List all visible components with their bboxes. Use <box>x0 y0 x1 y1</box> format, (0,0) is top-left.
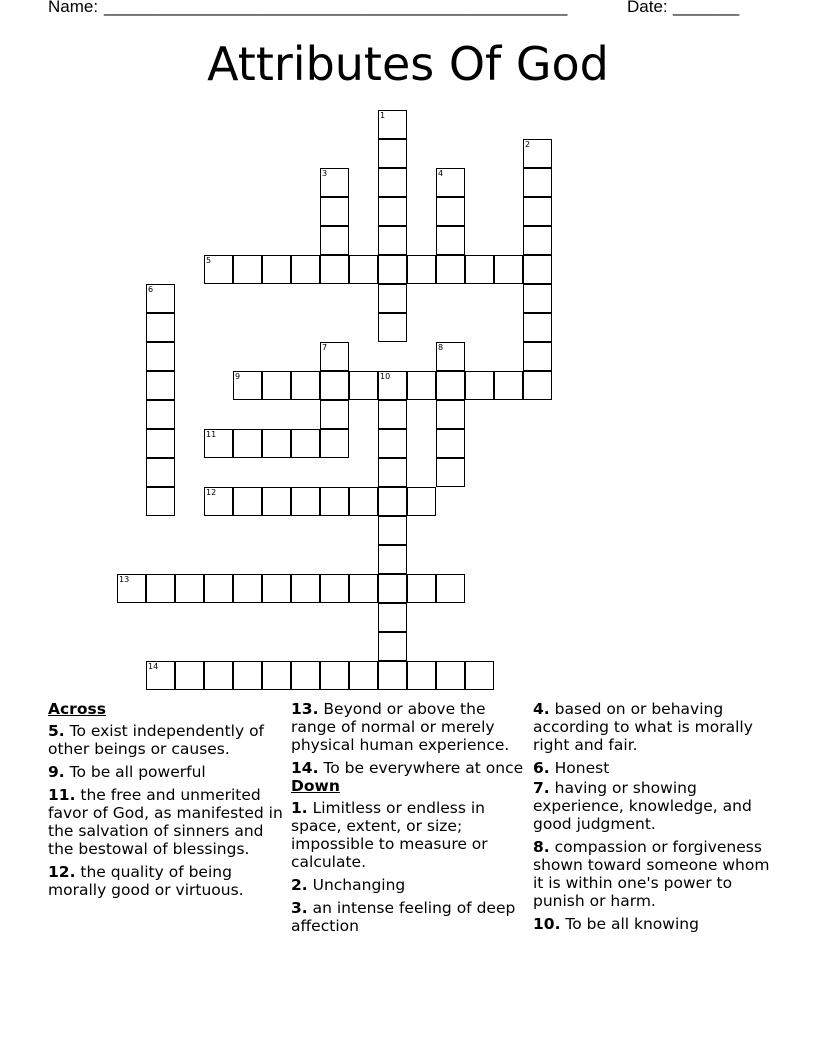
grid-cell[interactable] <box>320 574 349 603</box>
grid-cell[interactable] <box>407 661 436 690</box>
grid-cell[interactable] <box>436 255 465 284</box>
grid-cell[interactable] <box>465 661 494 690</box>
date-line[interactable]: _______ <box>673 0 740 16</box>
clue-down-1 <box>291 799 527 871</box>
clue-down-4 <box>533 700 773 754</box>
grid-cell[interactable] <box>291 574 320 603</box>
clue-number-label: 14 <box>148 662 159 671</box>
clue-number-label: 7 <box>322 343 328 352</box>
clue-across-14 <box>291 759 527 777</box>
grid-cell[interactable] <box>523 342 552 371</box>
grid-cell[interactable] <box>320 371 349 400</box>
clue-number-label: 2 <box>525 140 531 149</box>
grid-cell[interactable] <box>291 429 320 458</box>
grid-cell[interactable] <box>436 371 465 400</box>
clue-number: 2. <box>291 876 308 894</box>
grid-cell[interactable] <box>146 313 175 342</box>
clue-text: Honest <box>549 759 610 777</box>
puzzle-title: Attributes Of God <box>207 37 609 91</box>
grid-cell[interactable] <box>523 255 552 284</box>
grid-cell[interactable] <box>233 255 262 284</box>
grid-cell[interactable] <box>378 516 407 545</box>
clue-text: Limitless or endless in space, extent, or size; impossible to measure or calculate. <box>291 799 488 871</box>
grid-cell[interactable] <box>378 429 407 458</box>
grid-cell[interactable] <box>378 545 407 574</box>
grid-cell[interactable] <box>291 371 320 400</box>
grid-cell[interactable] <box>320 661 349 690</box>
grid-cell[interactable] <box>407 255 436 284</box>
clue-number-label: 13 <box>119 575 130 584</box>
clue-across-5 <box>48 722 284 758</box>
clue-number-label: 3 <box>322 169 328 178</box>
grid-cell[interactable] <box>378 400 407 429</box>
grid-cell[interactable] <box>146 574 175 603</box>
grid-cell[interactable] <box>262 661 291 690</box>
clue-number-label: 5 <box>206 256 212 265</box>
grid-cell[interactable] <box>378 487 407 516</box>
clue-down-7 <box>533 779 773 833</box>
down-heading: Down <box>291 777 340 795</box>
grid-cell[interactable] <box>523 371 552 400</box>
grid-cell[interactable] <box>378 574 407 603</box>
grid-cell[interactable] <box>407 574 436 603</box>
clue-text: Unchanging <box>307 876 406 894</box>
clue-number: 3. <box>291 899 308 917</box>
clue-text: compassion or forgiveness shown toward someone whom it is within one's power to punish or harm. <box>533 838 770 910</box>
grid-cell[interactable] <box>349 371 378 400</box>
clue-number-label: 4 <box>438 169 444 178</box>
clue-text: Beyond or above the range of normal or merely physical human experience. <box>291 700 510 754</box>
grid-cell[interactable] <box>407 487 436 516</box>
clue-number: 8. <box>533 838 550 856</box>
grid-cell[interactable] <box>320 226 349 255</box>
clue-text: the free and unmerited favor of God, as manifested in the salvation of sinners and the bestowal of blessings. <box>48 786 283 858</box>
clues-column-3 <box>533 700 773 938</box>
clue-text: an intense feeling of deep affection <box>291 899 516 935</box>
grid-cell[interactable] <box>349 661 378 690</box>
clue-across-11 <box>48 786 284 858</box>
grid-cell[interactable] <box>378 197 407 226</box>
grid-cell[interactable] <box>349 574 378 603</box>
grid-cell[interactable] <box>204 574 233 603</box>
grid-cell[interactable] <box>378 661 407 690</box>
grid-cell[interactable] <box>233 574 262 603</box>
grid-cell[interactable] <box>436 661 465 690</box>
clue-across-12 <box>48 863 284 899</box>
grid-cell[interactable] <box>436 574 465 603</box>
clue-number-label: 10 <box>380 372 391 381</box>
grid-cell[interactable] <box>175 661 204 690</box>
grid-cell[interactable] <box>320 400 349 429</box>
name-line[interactable]: _________________________________________________ <box>104 0 568 16</box>
grid-cell[interactable] <box>262 371 291 400</box>
clue-number-label: 1 <box>380 111 386 120</box>
grid-cell[interactable] <box>465 371 494 400</box>
grid-cell[interactable] <box>349 255 378 284</box>
grid-cell[interactable] <box>436 400 465 429</box>
clue-number-label: 11 <box>206 430 217 439</box>
clue-down-6 <box>533 759 773 777</box>
grid-cell[interactable] <box>378 255 407 284</box>
grid-cell[interactable] <box>233 661 262 690</box>
name-label: Name: <box>48 0 103 16</box>
clue-number: 10. <box>533 915 561 933</box>
grid-cell[interactable] <box>146 458 175 487</box>
clue-text: based on or behaving according to what is morally right and fair. <box>533 700 753 754</box>
clue-text: having or showing experience, knowledge, and good judgment. <box>533 779 752 833</box>
clue-number: 12. <box>48 863 76 881</box>
clue-text: To be all powerful <box>64 763 206 781</box>
clue-number-label: 9 <box>235 372 241 381</box>
grid-cell[interactable] <box>407 371 436 400</box>
clue-down-2 <box>291 876 527 894</box>
clue-number: 1. <box>291 799 308 817</box>
grid-cell[interactable] <box>494 255 523 284</box>
clue-number-label: 8 <box>438 343 444 352</box>
clue-number: 11. <box>48 786 76 804</box>
grid-cell[interactable] <box>378 139 407 168</box>
clue-number: 14. <box>291 759 319 777</box>
grid-cell[interactable] <box>349 487 378 516</box>
grid-cell[interactable] <box>262 487 291 516</box>
grid-cell[interactable] <box>465 255 494 284</box>
grid-cell[interactable] <box>320 255 349 284</box>
grid-cell[interactable] <box>523 197 552 226</box>
grid-cell[interactable] <box>378 168 407 197</box>
grid-cell[interactable] <box>175 574 204 603</box>
clue-text: To be everywhere at once <box>318 759 524 777</box>
grid-cell[interactable] <box>262 574 291 603</box>
grid-cell[interactable] <box>262 255 291 284</box>
clue-number-label: 6 <box>148 285 154 294</box>
grid-cell[interactable] <box>146 487 175 516</box>
clue-text: To be all knowing <box>560 915 699 933</box>
grid-cell[interactable] <box>233 429 262 458</box>
grid-cell[interactable] <box>523 313 552 342</box>
clue-number: 7. <box>533 779 550 797</box>
grid-cell[interactable] <box>291 487 320 516</box>
clue-across-9 <box>48 763 284 781</box>
grid-cell[interactable] <box>146 429 175 458</box>
clues-column-1 <box>48 700 284 904</box>
clue-number-label: 12 <box>206 488 217 497</box>
grid-cell[interactable] <box>436 458 465 487</box>
clue-text: the quality of being morally good or virtuous. <box>48 863 244 899</box>
across-heading: Across <box>48 700 106 718</box>
date-label: Date: <box>627 0 673 16</box>
grid-cell[interactable] <box>436 429 465 458</box>
grid-cell[interactable] <box>378 632 407 661</box>
grid-cell[interactable] <box>523 226 552 255</box>
grid-cell[interactable] <box>436 197 465 226</box>
grid-cell[interactable] <box>378 226 407 255</box>
grid-cell[interactable] <box>262 429 291 458</box>
grid-cell[interactable] <box>378 458 407 487</box>
grid-cell[interactable] <box>146 342 175 371</box>
grid-cell[interactable] <box>146 400 175 429</box>
clue-down-8 <box>533 838 773 910</box>
grid-cell[interactable] <box>233 487 262 516</box>
clues-column-2 <box>291 700 527 940</box>
grid-cell[interactable] <box>523 284 552 313</box>
grid-cell[interactable] <box>436 226 465 255</box>
grid-cell[interactable] <box>291 661 320 690</box>
grid-cell[interactable] <box>204 661 233 690</box>
clue-number: 5. <box>48 722 65 740</box>
grid-cell[interactable] <box>291 255 320 284</box>
grid-cell[interactable] <box>320 197 349 226</box>
grid-cell[interactable] <box>378 603 407 632</box>
grid-cell[interactable] <box>146 371 175 400</box>
clue-across-13 <box>291 700 527 754</box>
clue-down-3 <box>291 899 527 935</box>
grid-cell[interactable] <box>378 284 407 313</box>
clue-number: 9. <box>48 763 65 781</box>
grid-cell[interactable] <box>494 371 523 400</box>
clue-number: 13. <box>291 700 319 718</box>
grid-cell[interactable] <box>523 168 552 197</box>
clue-number: 4. <box>533 700 550 718</box>
grid-cell[interactable] <box>320 487 349 516</box>
clue-down-10 <box>533 915 773 933</box>
clue-number: 6. <box>533 759 550 777</box>
grid-cell[interactable] <box>320 429 349 458</box>
clue-text: To exist independently of other beings or causes. <box>48 722 265 758</box>
grid-cell[interactable] <box>378 313 407 342</box>
